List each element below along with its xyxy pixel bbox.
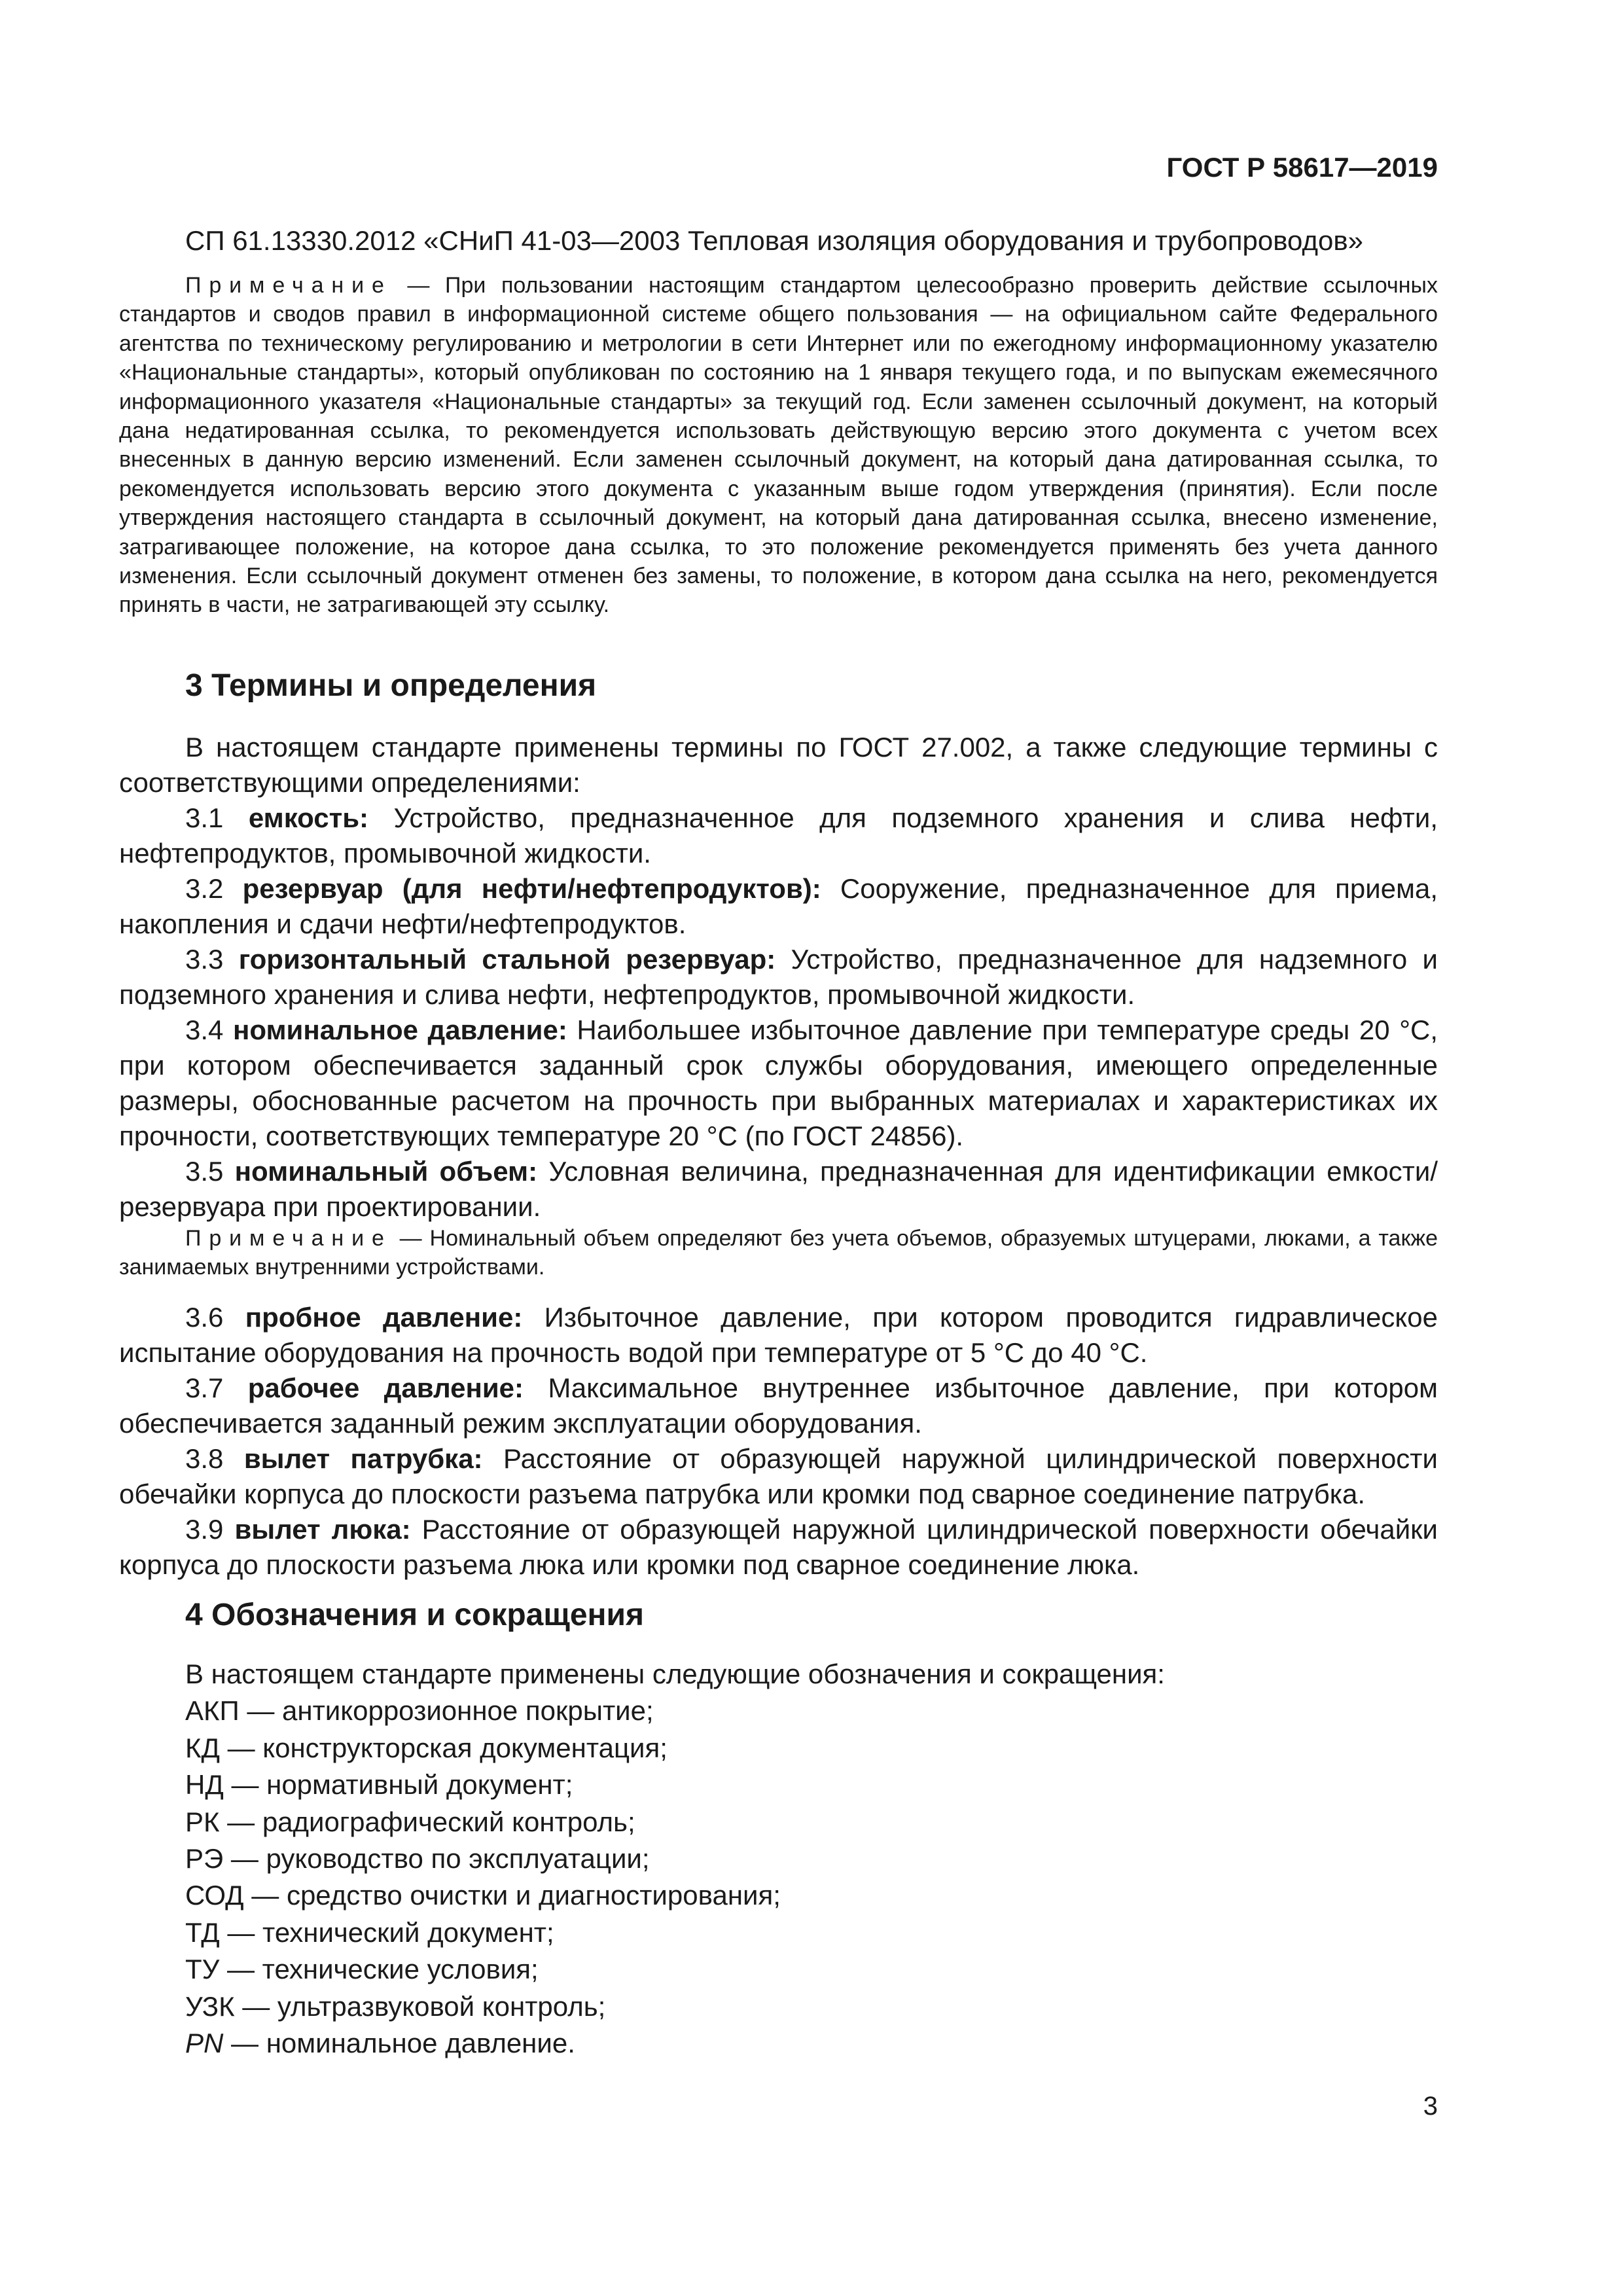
abbreviation-item — [185, 1730, 1438, 1767]
term-entry — [119, 800, 1438, 871]
term-number: 3.4 — [185, 1014, 224, 1045]
term-number: 3.6 — [185, 1302, 224, 1333]
note-label: Примечание — [185, 273, 392, 298]
abbreviation-item — [185, 1914, 1438, 1951]
term-name: номинальный объем: — [234, 1156, 538, 1187]
term-definition: Наибольшее избыточное давление при температуре среды 20 °С, при котором обеспечивается заданный срок службы оборудования, имеющего определенные размеры, обоснованные расчетом на прочность при выбранных материалах и характеристиках их прочности, соответствующих температуре 20 °С (по ГОСТ 24856). — [119, 1014, 1438, 1151]
term-definition: Сооружение, предназначенное для приема, накопления и сдачи нефти/нефтепродуктов. — [119, 873, 1438, 939]
abbreviation-item — [185, 1804, 1438, 1840]
term-name: резервуар (для нефти/нефтепродуктов): — [242, 873, 821, 904]
section-3-intro: В настоящем стандарте применены термины по ГОСТ 27.002, а также следующие термины с соответствующими определениями: — [119, 732, 1438, 798]
abbreviation-definition: — руководство по эксплуатации; — [223, 1843, 650, 1874]
term-definition: Расстояние от образующей наружной цилиндрической поверхности обечайки корпуса до плоскости разъема патрубка или кромки под сварное соединение патрубка. — [119, 1443, 1438, 1509]
reference-line: СП 61.13330.2012 «СНиП 41-03—2003 Тепловая изоляция оборудования и трубопроводов» — [185, 225, 1364, 256]
term-number: 3.1 — [185, 802, 224, 833]
term-name: вылет патрубка: — [243, 1443, 483, 1474]
term-note — [119, 1224, 1438, 1282]
term-definition: Устройство, предназначенное для подземного хранения и слива нефти, нефтепродуктов, промывочной жидкости. — [119, 802, 1438, 869]
term-name: емкость: — [248, 802, 369, 833]
page-number: 3 — [1423, 2092, 1438, 2121]
abbreviation-item — [185, 2025, 1438, 2062]
terms-list-a — [119, 800, 1438, 1225]
document-standard-header: ГОСТ Р 58617—2019 — [1166, 152, 1438, 183]
abbreviation: СОД — [185, 1880, 244, 1911]
abbreviation-item — [185, 1877, 1438, 1914]
reference-note — [119, 271, 1438, 620]
abbreviation-item — [185, 1767, 1438, 1803]
section-3-body — [119, 730, 1438, 1225]
abbreviation-item — [185, 1840, 1438, 1877]
term-entry — [119, 871, 1438, 942]
abbreviation-definition: — конструкторская документация; — [219, 1732, 668, 1763]
term-definition: Устройство, предназначенное для надземного и подземного хранения и слива нефти, нефтепродуктов, промывочной жидкости. — [119, 944, 1438, 1010]
abbreviation-definition: — радиографический контроль; — [219, 1806, 635, 1837]
note-text: — Номинальный объем определяют без учета объемов, образуемых штуцерами, люками, а также занимаемых внутренними устройствами. — [119, 1226, 1438, 1280]
terms-list-b — [119, 1300, 1438, 1583]
section-3-title: 3 Термины и определения — [185, 668, 597, 703]
term-name: вылет люка: — [234, 1514, 411, 1545]
term-entry — [119, 1512, 1438, 1583]
term-definition: Расстояние от образующей наружной цилиндрической поверхности обечайки корпуса до плоскости разъема люка или кромки под сварное соединение люка. — [119, 1514, 1438, 1580]
term-entry — [119, 1154, 1438, 1225]
abbreviation: КД — [185, 1732, 220, 1763]
term-entry — [119, 942, 1438, 1013]
abbreviation-definition: — технический документ; — [219, 1916, 554, 1948]
abbreviation-item — [185, 1988, 1438, 2025]
abbreviation-definition: — нормативный документ; — [223, 1769, 573, 1801]
abbreviation-items — [185, 1693, 1438, 2062]
abbreviation-item — [185, 1951, 1438, 1988]
term-number: 3.2 — [185, 873, 224, 904]
abbreviation: НД — [185, 1769, 224, 1801]
term-number: 3.5 — [185, 1156, 224, 1187]
abbreviation-definition: — средство очистки и диагностирования; — [243, 1880, 781, 1911]
section-4-intro: В настоящем стандарте применены следующие обозначения и сокращения: — [185, 1659, 1165, 1689]
abbreviation-item — [185, 1693, 1438, 1729]
term-definition: Максимальное внутреннее избыточное давление, при котором обеспечивается заданный режим эксплуатации оборудования. — [119, 1372, 1438, 1439]
term-number: 3.3 — [185, 944, 224, 975]
abbreviation: ТД — [185, 1916, 220, 1948]
abbreviation: РК — [185, 1806, 220, 1837]
note-text: — При пользовании настоящим стандартом целесообразно проверить действие ссылочных стандартов и сводов правил в информационной системе общего пользования — на официальном сайте Федерального агентства по техническому регулированию и метрологии в сети Интернет или по ежегодному информационному указателю «Национальные стандарты», который опубликован по состоянию на 1 января текущего года, и по выпускам ежемесячного информационного указателя «Национальные стандарты» за текущий год. Если заменен ссылочный документ, на который дана недатированная ссылка, то рекомендуется использовать действующую версию этого документа с учетом всех внесенных в данную версию изменений. Если заменен ссылочный документ, на который дана датированная ссылка, то рекомендуется использовать версию этого документа с указанным выше годом утверждения (принятия). Если после утверждения настоящего стандарта в ссылочный документ, на который дана датированная ссылка, внесено изменение, затрагивающее положение, на которое дана ссылка, то это положение рекомендуется применять без учета данного изменения. Если ссылочный документ отменен без замены, то положение, в котором дана ссылка на него, рекомендуется принять в части, не затрагивающей эту ссылку. — [119, 273, 1438, 618]
abbreviation-definition: — антикоррозионное покрытие; — [239, 1695, 654, 1727]
term-number: 3.9 — [185, 1514, 224, 1545]
section-4-title: 4 Обозначения и сокращения — [185, 1598, 645, 1632]
note-label: Примечание — [185, 1226, 392, 1251]
term-definition: Избыточное давление, при котором проводится гидравлическое испытание оборудования на прочность водой при температуре от 5 °С до 40 °С. — [119, 1302, 1438, 1368]
abbreviation: ТУ — [185, 1954, 220, 1985]
term-name: номинальное давление: — [232, 1014, 567, 1045]
term-number: 3.7 — [185, 1372, 224, 1403]
abbreviations-list — [185, 1656, 1438, 2062]
term-definition: Условная величина, предназначенная для идентификации емкости/резервуара при проектировании. — [119, 1156, 1438, 1222]
term-name: горизонтальный стальной резервуар: — [238, 944, 776, 975]
abbreviation: PN — [185, 2028, 224, 2059]
term-number: 3.8 — [185, 1443, 224, 1474]
abbreviation-definition: — номинальное давление. — [223, 2028, 575, 2059]
abbreviation-definition: — ультразвуковой контроль; — [234, 1990, 606, 2022]
abbreviation: РЭ — [185, 1843, 224, 1874]
term-name: рабочее давление: — [247, 1372, 524, 1403]
section-3-body-continued — [119, 1300, 1438, 1583]
term-entry — [119, 1441, 1438, 1512]
abbreviation: АКП — [185, 1695, 240, 1727]
term-entry — [119, 1013, 1438, 1154]
abbreviation-definition: — технические условия; — [219, 1954, 539, 1985]
abbreviation: УЗК — [185, 1990, 235, 2022]
term-name: пробное давление: — [245, 1302, 523, 1333]
term-entry — [119, 1300, 1438, 1371]
term-entry — [119, 1371, 1438, 1441]
